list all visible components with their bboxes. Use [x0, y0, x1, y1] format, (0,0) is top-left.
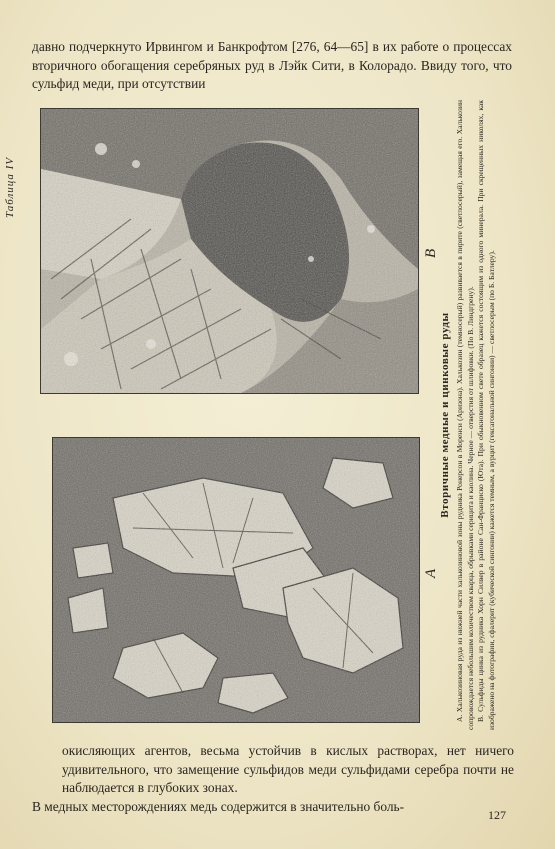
- photo-a-micrograph: [52, 437, 420, 723]
- page-number: 127: [488, 808, 506, 822]
- caption-a: А. Халькозиновая руда из нижней части халькозиновой зоны рудника Ронерсон в Моренси (Аризона). Халькозин (темносерый) развивается в пирите (светлосерый), замещая его. Халькозин сопровождается небольшим количеством кварца, обрывками серицита и каолина. Черное — отверстия от шлифовки. (По В. Линдгрену).: [455, 100, 475, 730]
- plate-title: Вторичные медные и цинковые руды: [439, 312, 451, 518]
- photo-a-letter-text: А: [423, 568, 439, 578]
- bottom-text-line-2: В медных месторождениях медь содержится в значительно боль-: [32, 798, 405, 814]
- top-paragraph-text: давно подчеркнуто Ирвингом и Банкрофтом [276, 64—65] в их работе о процессах вторичного обогащения серебряных руд в Лэйк Сити, в Колорадо. Ввиду того, что сульфид меди, при отсутствии: [32, 39, 512, 91]
- plate-label-text: Таблица IV: [4, 156, 16, 218]
- photo-a-image: [53, 438, 419, 722]
- photo-b-letter-text: В: [423, 248, 439, 258]
- plate-label: [4, 118, 22, 218]
- photo-b-image: [41, 109, 418, 393]
- plate-caption: [438, 100, 533, 730]
- caption-b: В. Сульфиды цинка из рудника Хорн Силвер в районе Сан-Франциско (Юта). При обыкновенном свете образец кажется состоящим из одного минерала. При скрещенных николях, как изображено на фотографии, сфалерит (кубической сингонии) кажется темным, а вурцит (гексагональной сингонии) — светлосерым (по Б. Батлеру).: [476, 100, 496, 730]
- top-paragraph: [32, 38, 512, 94]
- photo-b-micrograph: [40, 108, 419, 394]
- bottom-text-line-1: окисляющих агентов, весьма устойчив в кислых растворах, нет ничего удивительного, что замещение сульфидов меди сульфидами серебра почти не наблюдается в глубоких зонах.: [62, 743, 514, 795]
- bottom-paragraph: [32, 742, 514, 816]
